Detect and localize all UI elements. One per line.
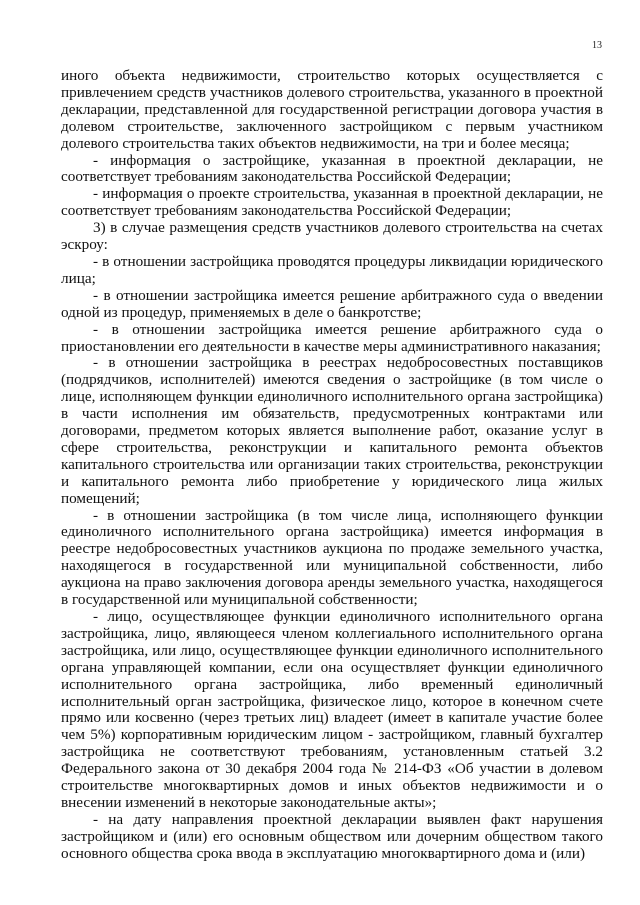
paragraph-7: - в отношении застройщика имеется решение арбитражного суда о приостановлении его деятельности в качестве меры административного наказания;	[61, 320, 603, 355]
paragraph-9: - в отношении застройщика (в том числе лица, исполняющего функции единоличного исполнительного органа застройщика) имеется информация в реестре недобросовестных участников аукциона по продаже земельного участка, находящегося в государственной или муниципальной собственности, либо аукциона на право заключения договора аренды земельного участка, находящегося в государственной или муниципальной собственности;	[61, 506, 603, 609]
paragraph-5: - в отношении застройщика проводятся процедуры ликвидации юридического лица;	[61, 252, 603, 287]
paragraph-2: - информация о застройщике, указанная в проектной декларации, не соответствует требованиям законодательства Российской Федерации;	[61, 151, 603, 186]
paragraph-11: - на дату направления проектной декларации выявлен факт нарушения застройщиком и (или) его основным обществом или дочерним обществом такого основного общества срока ввода в эксплуатацию многоквартирного дома и (или)	[61, 810, 603, 862]
paragraph-4: 3) в случае размещения средств участников долевого строительства на счетах эскроу:	[61, 219, 603, 254]
paragraph-1: иного объекта недвижимости, строительство которых осуществляется с привлечением средств участников долевого строительства, указанного в проектной декларации, представленной для государственной регистрации договора участия в долевом строительстве, заключенного застройщиком с первым участником долевого строительства таких объектов недвижимости, на три и более месяца;	[61, 67, 603, 152]
page-number: 13	[592, 40, 602, 51]
paragraph-8: - в отношении застройщика в реестрах недобросовестных поставщиков (подрядчиков, исполнителей) имеются сведения о застройщике (в том числе о лице, исполняющем функции единоличного исполнительного органа застройщика) в части исполнения им обязательств, предусмотренных контрактами или договорами, предметом которых является выполнение работ, оказание услуг в сфере строительства, реконструкции и капитального ремонта объектов капитального строительства или организации таких строительства, реконструкции и капитального ремонта либо приобретение у юридического лица жилых помещений;	[61, 354, 603, 507]
paragraph-3: - информация о проекте строительства, указанная в проектной декларации, не соответствует требованиям законодательства Российской Федерации;	[61, 185, 603, 220]
paragraph-6: - в отношении застройщика имеется решение арбитражного суда о введении одной из процедур, применяемых в деле о банкротстве;	[61, 286, 603, 321]
document-body	[61, 68, 603, 863]
paragraph-10: - лицо, осуществляющее функции единоличного исполнительного органа застройщика, лицо, являющееся членом коллегиального исполнительного органа застройщика, или лицо, осуществляющее функции единоличного исполнительного органа управляющей компании, если она осуществляет функции единоличного исполнительного органа застройщика, либо временный единоличный исполнительный орган застройщика, физическое лицо, которое в конечном счете прямо или косвенно (через третьих лиц) владеет (имеет в капитале участие более чем 5%) корпоративным юридическим лицом - застройщиком, главный бухгалтер застройщика не соответствуют требованиям, установленным статьей 3.2 Федерального закона от 30 декабря 2004 года № 214-ФЗ «Об участии в долевом строительстве многоквартирных домов и иных объектов недвижимости и о внесении изменений в некоторые законодательные акты»;	[61, 608, 603, 811]
